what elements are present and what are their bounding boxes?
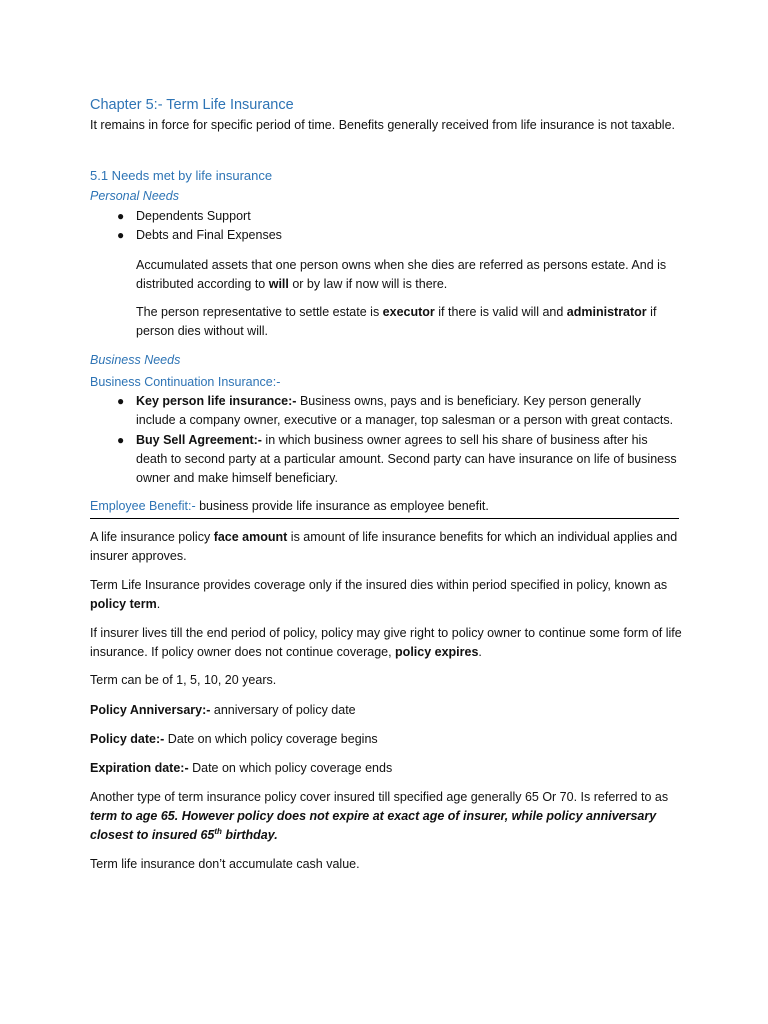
employee-benefit-line: Employee Benefit:- business provide life insurance as employee benefit. — [90, 499, 489, 513]
chapter-title: Chapter 5:- Term Life Insurance — [90, 97, 294, 113]
estate-paragraph: Accumulated assets that one person owns when she dies are referred as persons estate. And is distributed according to will or by law if now will is there. — [136, 258, 667, 291]
definition-line: Policy Anniversary:- anniversary of policy date — [90, 703, 356, 717]
intro-paragraph: It remains in force for specific period of time. Benefits generally received from life insurance is not taxable. — [90, 118, 675, 132]
cash-value-line: Term life insurance don’t accumulate cash value. — [90, 857, 360, 871]
insurer-lives-paragraph: If insurer lives till the end period of policy, policy may give right to policy owner to continue some form of life insurance. If policy owner does not continue coverage, policy expires. — [90, 626, 682, 659]
bullet-text: Debts and Final Expenses — [136, 228, 282, 242]
bullet-item — [117, 392, 677, 430]
personal-needs-heading: Personal Needs — [90, 189, 179, 203]
bullet-text: Dependents Support — [136, 209, 251, 223]
bullet-icon: ● — [117, 209, 125, 223]
term-years-line: Term can be of 1, 5, 10, 20 years. — [90, 673, 277, 687]
bullet-icon: ● — [117, 228, 125, 242]
bullet-item — [117, 207, 677, 226]
definition-line: Policy date:- Date on which policy coverage begins — [90, 732, 378, 746]
term-to-age-paragraph: Another type of term insurance policy cover insured till specified age generally 65 Or 70. Is referred to as term to age 65. However policy does not expire at exact age of insurer, while policy anniversary closest to insured 65th birthday. — [90, 790, 669, 842]
bullet-icon: ● — [117, 433, 125, 447]
executor-paragraph: The person representative to settle estate is executor if there is valid will and administrator if person dies without will. — [136, 305, 657, 338]
bullet-text: Key person life insurance:- Business owns, pays and is beneficiary. Key person generally include a company owner, executive or a manager, top salesman or a person with great contacts. — [136, 394, 674, 427]
definition-line: Expiration date:- Date on which policy coverage ends — [90, 761, 393, 775]
section-title: 5.1 Needs met by life insurance — [90, 168, 273, 183]
face-amount-paragraph: A life insurance policy face amount is amount of life insurance benefits for which an individual applies and insurer approves. — [90, 530, 678, 563]
business-needs-heading: Business Needs — [90, 353, 181, 367]
bullet-item — [117, 431, 677, 488]
bullet-text: Buy Sell Agreement:- in which business owner agrees to sell his share of business after his death to second party at a particular amount. Second party can have insurance on life of business owner and make himself beneficiary. — [136, 433, 677, 485]
term-life-paragraph: Term Life Insurance provides coverage only if the insured dies within period specified in policy, known as policy term. — [90, 578, 668, 611]
divider — [90, 518, 679, 519]
bullet-icon: ● — [117, 394, 125, 408]
business-continuation-heading: Business Continuation Insurance:- — [90, 375, 281, 389]
bullet-item — [117, 226, 677, 245]
